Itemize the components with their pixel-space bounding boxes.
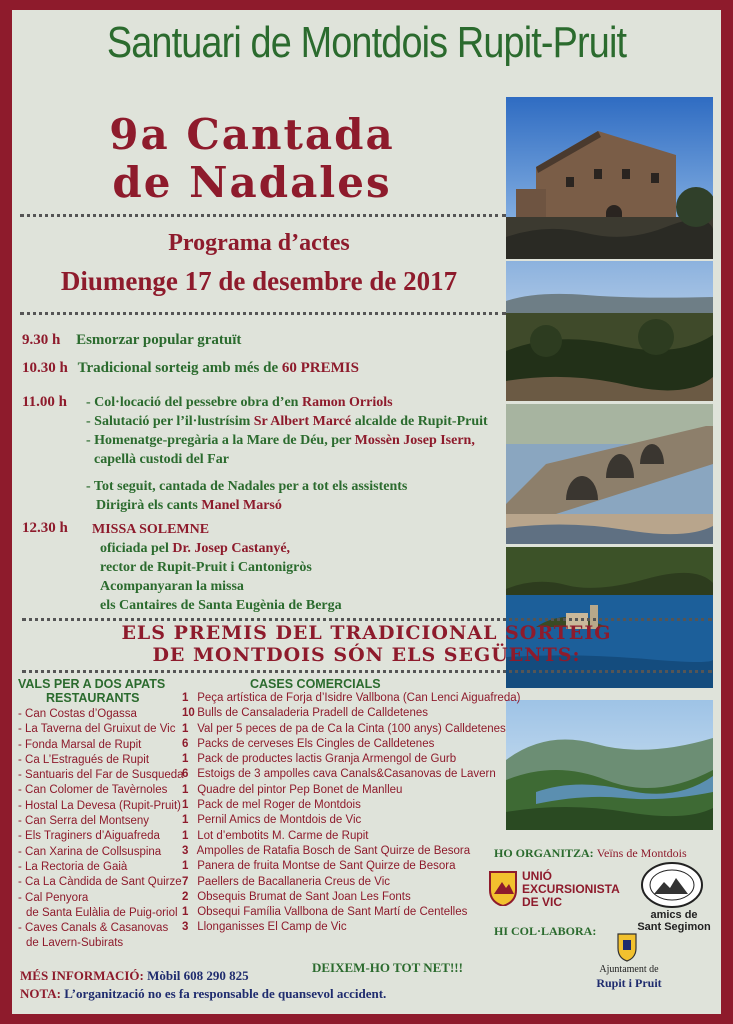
event-title-line1: 9a Cantada	[109, 110, 395, 159]
shop-item: 3 Ampolles de Ratafia Bosch de Sant Quirze de Besora	[182, 844, 471, 857]
shop-item: 7 Paellers de Bacallaneria Creus de Vic	[182, 875, 391, 888]
restaurant-item: - Can Serra del Montseny	[18, 815, 150, 828]
uev-logo-icon	[488, 870, 518, 906]
restaurants-heading-1: VALS PER A DOS APATS	[18, 677, 166, 691]
note-value: L’organització no es fa responsable de quansevol accident.	[64, 986, 387, 1001]
schedule-line: rector de Rupit-Pruit i Cantonigròs	[100, 560, 312, 575]
sanctuary-image	[506, 97, 713, 259]
schedule-line: MISSA SOLEMNE	[92, 522, 210, 537]
schedule-line: - Homenatge-pregària a la Mare de Déu, per Mossèn Josep Isern,	[86, 433, 475, 448]
schedule-highlight: 60 PREMIS	[281, 360, 359, 376]
schedule-item-1	[22, 332, 241, 349]
shop-item: 1 Obsequi Família Vallbona de Sant Martí de Centelles	[182, 906, 468, 919]
schedule-item-3	[22, 394, 67, 411]
shop-item: 1 Pernil Amics de Montdois de Vic	[182, 814, 362, 827]
amics-sant-segimon-logo	[636, 862, 712, 934]
shop-item: 6 Packs de cerveses Els Cingles de Calldetenes	[182, 737, 435, 750]
restaurant-item: - Ca La Càndida de Sant Quirze	[18, 876, 182, 889]
restaurant-item: - Caves Canals & Casanovas	[18, 922, 169, 935]
shop-item: 3 Llonganisses El Camp de Vic	[182, 921, 347, 934]
shop-item: 6 Estoigs de 3 ampolles cava Canals&Casanovas de Lavern	[182, 768, 496, 781]
organizer	[494, 846, 687, 861]
restaurant-item: - Els Traginers d’Aiguafreda	[18, 830, 160, 843]
schedule-line: - Col·locació del pessebre obra d’en Ramon Orriols	[86, 395, 393, 410]
event-title-line2: de Nadales	[112, 158, 392, 207]
photo-sanctuary	[506, 97, 713, 259]
more-info	[20, 968, 249, 984]
dotted-divider	[20, 312, 506, 315]
amics-logo-seal	[640, 862, 704, 908]
schedule-time: 12.30 h	[22, 520, 68, 536]
shop-item: 1 Lot d’embotits M. Carme de Rupit	[182, 829, 369, 842]
shop-item: 1 Pack de mel Roger de Montdois	[182, 799, 361, 812]
schedule-line: Dirigirà els cants Manel Marsó	[96, 498, 282, 513]
restaurant-item: - Can Xarina de Collsuspina	[18, 845, 162, 858]
prizes-heading-line2: DE MONTDOIS SÓN ELS SEGÜENTS:	[152, 644, 581, 666]
schedule-item-4	[22, 520, 68, 537]
shops-heading: CASES COMERCIALS	[250, 677, 381, 691]
restaurant-item: - Santuaris del Far de Susqueda	[18, 769, 184, 782]
restaurant-item: - Can Costas d’Ogassa	[18, 708, 137, 720]
schedule-line: Acompanyaran la missa	[100, 579, 244, 594]
coat-of-arms-icon	[614, 932, 640, 962]
dotted-divider	[20, 214, 506, 217]
schedule-line: - Tot seguit, cantada de Nadales per a tot els assistents	[86, 479, 408, 494]
more-info-value: Mòbil 608 290 825	[147, 968, 249, 983]
schedule-text: Tradicional sorteig amb més de	[77, 360, 282, 376]
shop-item: 1 Quadre del pintor Pep Bonet de Manlleu	[182, 783, 403, 796]
restaurant-item: - Fonda Marsal de Rupit	[18, 738, 142, 751]
collaborator-label: HI COL·LABORA:	[494, 924, 597, 938]
program-heading: Programa d’actes	[168, 230, 350, 256]
shops-list	[182, 691, 520, 936]
event-date: Diumenge 17 de desembre de 2017	[60, 266, 458, 296]
schedule-line: capellà custodi del Far	[94, 452, 229, 467]
more-info-label: MÉS INFORMACIÓ:	[20, 968, 144, 983]
amics-logo-text: amics de Sant Segimon	[637, 909, 711, 933]
restaurant-item: - La Taverna del Gruixut de Vic	[18, 723, 176, 736]
restaurant-item: de Santa Eulàlia de Puig-oriol	[26, 906, 178, 919]
restaurant-item: - Ca L’Estragués de Rupit	[18, 753, 150, 766]
shop-item: 1 Panera de fruita Montse de Sant Quirze de Besora	[182, 860, 456, 873]
shop-item: 2 Obsequis Brumat de Sant Joan Les Fonts	[182, 890, 411, 903]
note-label: NOTA:	[20, 986, 61, 1001]
note	[20, 986, 386, 1002]
photo-reservoir	[506, 700, 713, 830]
shop-item: 1 Pack de productes lactis Granja Armengol de Gurb	[182, 753, 457, 766]
schedule-time: 9.30 h	[22, 332, 61, 348]
restaurants-list	[18, 707, 184, 952]
schedule-line: els Cantaires de Santa Eugènia de Berga	[100, 598, 342, 613]
poster	[12, 10, 721, 1014]
ajuntament-logo	[584, 932, 674, 992]
ajuntament-text-2: Rupit i Pruit	[596, 976, 662, 990]
photo-bridge	[506, 404, 713, 544]
schedule-line: - Salutació per l’il·lustrísim Sr Albert Marcé alcalde de Rupit-Pruit	[86, 414, 488, 429]
shop-item: 1 Val per 5 peces de pa de Ca la Cinta (100 anys) Calldetenes	[182, 722, 506, 735]
dotted-divider	[22, 670, 712, 673]
restaurant-item: - Hostal La Devesa (Rupit-Pruit)	[18, 799, 181, 812]
organizer-label: HO ORGANITZA:	[494, 846, 594, 860]
schedule-time: 11.00 h	[22, 394, 68, 410]
restaurant-item: de Lavern-Subirats	[26, 937, 124, 950]
restaurant-item: - La Rectoria de Gaià	[18, 860, 128, 873]
schedule-text: Esmorzar popular gratuït	[76, 332, 242, 348]
schedule-line: oficiada pel Dr. Josep Castanyé,	[100, 541, 291, 556]
photo-landscape	[506, 261, 713, 401]
schedule-item-2	[22, 360, 359, 377]
restaurant-item: - Cal Penyora	[18, 891, 89, 904]
dotted-divider	[22, 618, 712, 621]
reservoir-image	[506, 700, 713, 830]
restaurant-item: - Can Colomer de Tavèrnoles	[18, 784, 168, 797]
shop-item: 10 Bulls de Cansaladeria Pradell de Calldetenes	[182, 707, 428, 720]
keep-clean-message: DEIXEM-HO TOT NET!!!	[312, 960, 463, 975]
schedule-time: 10.30 h	[22, 360, 68, 376]
uev-logo	[488, 866, 618, 916]
uev-logo-text: UNIÓ EXCURSIONISTA DE VIC	[522, 869, 620, 909]
landscape-image	[506, 261, 713, 401]
organizer-value: Veïns de Montdois	[596, 846, 687, 860]
ajuntament-text-1: Ajuntament de	[599, 964, 659, 975]
restaurants-heading-2: RESTAURANTS	[46, 691, 140, 705]
poster-title: Santuari de Montdois Rupit-Pruit	[106, 18, 627, 67]
shop-item: 1 Peça artística de Forja d’Isidre Vallbona (Can Lenci Aiguafreda)	[182, 692, 521, 704]
bridge-image	[506, 404, 713, 544]
prizes-heading-line1: ELS PREMIS DEL TRADICIONAL SORTEIG	[121, 622, 612, 644]
